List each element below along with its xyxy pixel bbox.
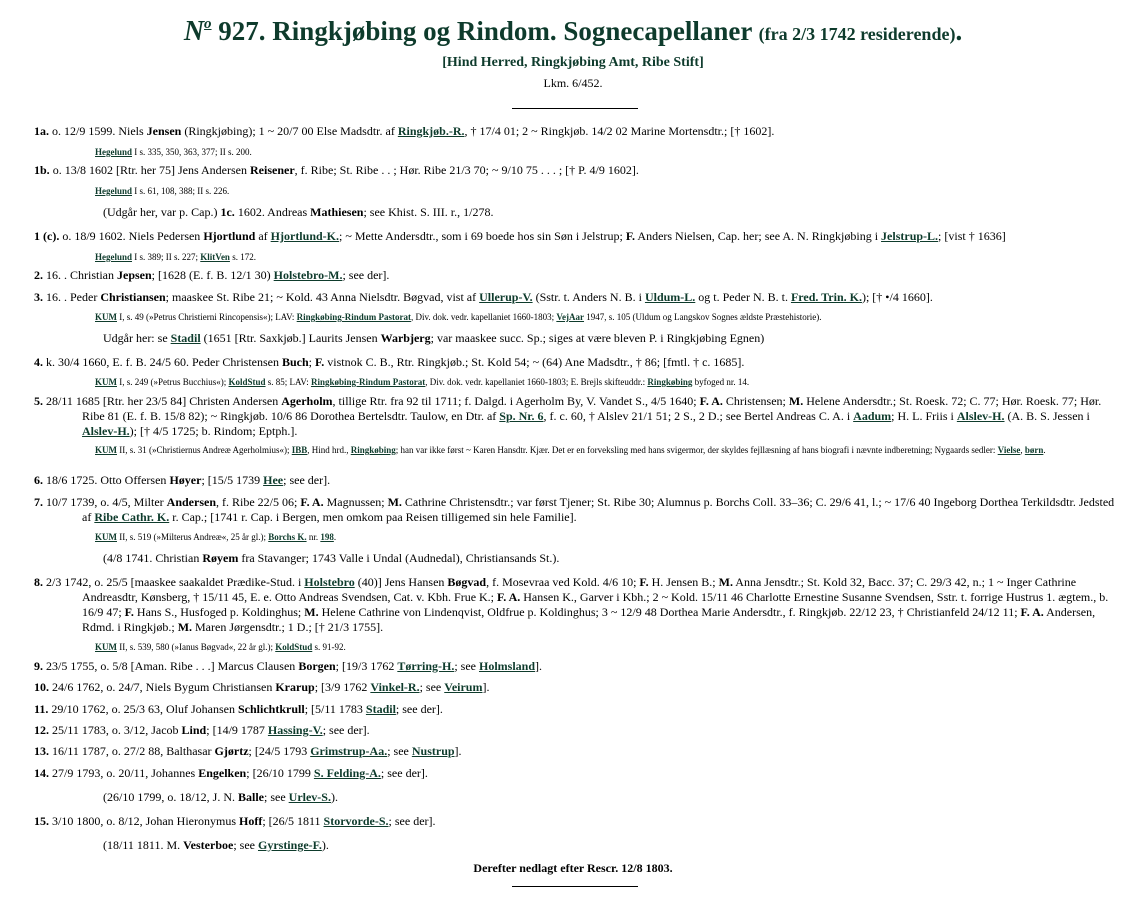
- entry-2: 2. 16. . Christian Jepsen; [1628 (E. f. B. 12/1 30) Holstebro-M.; see der].: [34, 268, 390, 282]
- entry-3: 3. 16. . Peder Christiansen; maaskee St. Ribe 21; ~ Kold. 43 Anna Nielsdtr. Bøgvad, vist af Ullerup-V. (Sstr. t. Anders N. B. i Uldum-L. og t. Peder N. B. t. Fred. Trin. K.); [† •/4 1660].: [34, 290, 933, 304]
- link-sp-nr-6[interactable]: Sp. Nr. 6: [499, 409, 544, 423]
- note-1c: (Udgår her, var p. Cap.) 1c. 1602. Andreas Mathiesen; see Khist. S. III. r., 1/278.: [103, 205, 494, 219]
- link-hee[interactable]: Hee: [263, 473, 284, 487]
- divider: [512, 108, 638, 109]
- link-s-felding-a[interactable]: S. Felding-A.: [313, 766, 381, 780]
- entry-7: 7. 10/7 1739, o. 4/5, Milter Andersen, f. Ribe 22/5 06; F. A. Magnussen; M. Cathrine Christensdtr.; var først Tjener; St. Ribe 30; Alumnus p. Borchs Coll. 33–36; C. 29/6 41, l.; ~ 17/6 40 Ingeborg Dorthea Terkildsdtr. Jedsted af Ribe Cathr. K. r. Cap.; [1741 r. Cap. i Bergen, men omkom paa Reisen tilligemed sin hele Familie].: [34, 495, 1115, 524]
- link-koldstud[interactable]: KoldStud: [275, 642, 313, 652]
- link-ringkobing[interactable]: Ringkøbing: [647, 377, 693, 387]
- link-hjortlund-k[interactable]: Hjortlund-K.: [270, 229, 339, 243]
- entry-9: 9. 23/5 1755, o. 5/8 [Aman. Ribe . . .] Marcus Clausen Borgen; [19/3 1762 Tørring-H.; see Holmsland].: [34, 659, 542, 673]
- link-jelstrup-l[interactable]: Jelstrup-L.: [881, 229, 939, 243]
- link-fred-trin-k[interactable]: Fred. Trin. K.: [790, 290, 862, 304]
- entry-1c: 1 (c). o. 18/9 1602. Niels Pedersen Hjortlund af Hjortlund-K.; ~ Mette Andersdtr., som i 69 boede hos sin Søn i Jelstrup; F. Anders Nielsen, Cap. her; see A. N. Ringkjøbing i Jelstrup-L.; [vist † 1636]: [34, 229, 1006, 243]
- link-holstebro-m[interactable]: Holstebro-M.: [273, 268, 343, 282]
- entry-13: 13. 16/11 1787, o. 27/2 88, Balthasar Gjørtz; [24/5 1793 Grimstrup-Aa.; see Nustrup].: [34, 744, 462, 758]
- entry-5: 5. 28/11 1685 [Rtr. her 23/5 84] Christen Andersen Agerholm, tillige Rtr. fra 92 til 1711; f. Dalgd. i Agerholm By, V. Vandet S., 4/5 1640; F. A. Christensen; M. Helene Andersdtr.; St. Roesk. 72; C. 77; Hør. Roesk. 77; Hør. Ribe 81 (E. f. B. 15/8 82); ~ Ringkjøb. 10/6 86 Dorothea Bertelsdtr. Taulow, en Dtr. af Sp. Nr. 6, f. c. 60, † Alslev 21/1 51; 2 S., 2 D.; see Bertel Andreas C. A. i Aadum; H. L. Friis i Alslev-H. (A. B. S. Jessen i Alslev-H.); [† 4/5 1725; b. Rindom; Eptph.].: [34, 394, 1102, 438]
- link-ibb[interactable]: IBB: [291, 445, 308, 455]
- link-hegelund[interactable]: Hegelund: [95, 186, 133, 196]
- number-sign: $N^o$: [183, 16, 212, 47]
- link-kum[interactable]: KUM: [95, 377, 117, 387]
- footer-note: Derefter nedlagt efter Rescr. 12/8 1803.: [473, 861, 673, 875]
- link-born[interactable]: børn: [1024, 445, 1044, 455]
- link-vinkel-r[interactable]: Vinkel-R.: [370, 680, 420, 694]
- link-hassing-v[interactable]: Hassing-V.: [267, 723, 323, 737]
- entry-12: 12. 25/11 1783, o. 3/12, Jacob Lind; [14/9 1787 Hassing-V.; see der].: [34, 723, 370, 737]
- link-klitven[interactable]: KlitVen: [200, 252, 230, 262]
- link-borchs-k[interactable]: Borchs K.: [268, 532, 307, 542]
- link-kum[interactable]: KUM: [95, 312, 117, 322]
- link-kum[interactable]: KUM: [95, 445, 117, 455]
- link-ringkobing[interactable]: Ringkøbing: [350, 445, 396, 455]
- entry-11: 11. 29/10 1762, o. 25/3 63, Oluf Johansen Schlichtkrull; [5/11 1783 Stadil; see der].: [34, 702, 443, 716]
- note-7: (4/8 1741. Christian Røyem fra Stavanger; 1743 Valle i Undal (Audnedal), Christiansands St.).: [103, 551, 560, 565]
- source-7: KUM II, s. 519 (»Milterus Andreæ«, 25 år gl.); Borchs K. nr. 198.: [95, 532, 337, 542]
- link-koldstud[interactable]: KoldStud: [228, 377, 266, 387]
- link-stadil[interactable]: Stadil: [365, 702, 396, 716]
- entry-4: 4. k. 30/4 1660, E. f. B. 24/5 60. Peder Christensen Buch; F. vistnok C. B., Rtr. Ringkjøb.; St. Kold 54; ~ (64) Ane Madsdtr., † 86; [fmtl. † c. 1685].: [34, 355, 745, 369]
- link-stadil[interactable]: Stadil: [170, 331, 201, 345]
- link-veirum[interactable]: Veirum: [444, 680, 483, 694]
- source-1b: Hegelund I s. 61, 108, 388; II s. 226.: [95, 186, 230, 196]
- link-torring-h[interactable]: Tørring-H.: [397, 659, 455, 673]
- page-title: $N^o$ 927. Ringkjøbing og Rindom. Sognecapellaner (fra 2/3 1742 residerende).: [183, 16, 963, 47]
- link-ullerup-v[interactable]: Ullerup-V.: [479, 290, 533, 304]
- link-vejaar[interactable]: VejAar: [556, 312, 585, 322]
- link-holstebro[interactable]: Holstebro: [304, 575, 355, 589]
- link-gyrstinge-f[interactable]: Gyrstinge-F.: [257, 838, 322, 852]
- link-hegelund[interactable]: Hegelund: [95, 147, 133, 157]
- entry-6: 6. 18/6 1725. Otto Offersen Høyer; [15/5 1739 Hee; see der].: [34, 473, 331, 487]
- note-15: (18/11 1811. M. Vesterboe; see Gyrstinge-F.).: [103, 838, 329, 852]
- entry-1b: 1b. o. 13/8 1602 [Rtr. her 75] Jens Andersen Reisener, f. Ribe; St. Ribe . . ; Hør. Ribe 21/3 70; ~ 9/10 75 . . . ; [† P. 4/9 1602].: [34, 163, 639, 177]
- link-kum[interactable]: KUM: [95, 532, 117, 542]
- note-14: (26/10 1799, o. 18/12, J. N. Balle; see Urlev-S.).: [103, 790, 338, 804]
- source-1a: Hegelund I s. 335, 350, 363, 377; II s. 200.: [95, 147, 252, 157]
- entry-8: 8. 2/3 1742, o. 25/5 [maaskee saakaldet Prædike-Stud. i Holstebro (40)] Jens Hansen Bøgvad, f. Mosevraa ved Kold. 4/6 10; F. H. Jensen B.; M. Anna Jensdtr.; St. Kold 32, Bacc. 37; C. 29/3 42, n.; 1 ~ Inger Cathrine Andreasdtr, Kønsberg, † 15/11 45, E. e. Otto Andreas Svendsen, Cat. v. Kbh. Frue K.; F. A. Hansen K., Garver i Kbh.; 2 ~ Kold. 15/11 46 Charlotte Ernestine Susanne Svendsen, Sstr. t. forrige Hustrus 1. ægtem., b. 16/9 47; F. Hans S., Husfoged p. Koldinghus; M. Helene Cathrine von Lindenqvist, Oldfrue p. Koldinghus; 3 ~ 12/9 48 Dorthea Marie Andersdtr., f. Ringkjøb. 22/12 23, † Christianfeld 24/12 11; F. A. Andersen, Rdmd. i Ringkjøb.; M. Maren Jørgensdtr.; 1 D.; [† 21/3 1755].: [34, 575, 1109, 634]
- link-hegelund[interactable]: Hegelund: [95, 252, 133, 262]
- link-storvorde-s[interactable]: Storvorde-S.: [323, 814, 389, 828]
- link-uldum-l[interactable]: Uldum-L.: [644, 290, 696, 304]
- source-5: KUM II, s. 31 (»Christiernus Andreæ Agerholmius«); IBB, Hind hrd., Ringkøbing; han var ikke først ~ Karen Hansdtr. Kjær. Det er en forveksling med hans svigermor, der skyldes fejllæsning af hans biografi i nævnte indberetning; Nygaards sedler: Vielse, børn.: [95, 445, 1046, 455]
- location-header: [Hind Herred, Ringkjøbing Amt, Ribe Stift]: [442, 55, 704, 70]
- link-ringkjob-r[interactable]: Ringkjøb.-R.: [397, 124, 465, 138]
- link-holmsland[interactable]: Holmsland: [478, 659, 535, 673]
- link-alslev-h[interactable]: Alslev-H.: [956, 409, 1005, 423]
- source-4: KUM I, s. 249 (»Petrus Bucchius«); KoldStud s. 85; LAV: Ringkøbing-Rindum Pastorat, Div. dok. vedr. kapellaniet 1660-1803; E. Brejls skifteuddr.: Ringkøbing byfoged nr. 14.: [95, 377, 750, 387]
- link-alslev-h[interactable]: Alslev-H.: [82, 424, 130, 438]
- lkm-ref: Lkm. 6/452.: [543, 76, 603, 90]
- entry-15: 15. 3/10 1800, o. 8/12, Johan Hieronymus Hoff; [26/5 1811 Storvorde-S.; see der].: [34, 814, 436, 828]
- entry-1a: 1a. o. 12/9 1599. Niels Jensen (Ringkjøbing); 1 ~ 20/7 00 Else Madsdtr. af Ringkjøb.-R., † 17/4 01; 2 ~ Ringkjøb. 14/2 02 Marine Mortensdtr.; [† 1602].: [34, 124, 775, 138]
- source-8: KUM II, s. 539, 580 (»Ianus Bøgvad«, 22 år gl.); KoldStud s. 91-92.: [95, 642, 346, 652]
- link-aadum[interactable]: Aadum: [853, 409, 892, 423]
- link-rr-pastorat[interactable]: Ringkøbing-Rindum Pastorat: [296, 312, 411, 322]
- link-nustrup[interactable]: Nustrup: [411, 744, 455, 758]
- link-grimstrup-aa[interactable]: Grimstrup-Aa.: [310, 744, 388, 758]
- entry-14: 14. 27/9 1793, o. 20/11, Johannes Engelken; [26/10 1799 S. Felding-A.; see der].: [34, 766, 428, 780]
- link-borchs-198[interactable]: 198: [320, 532, 334, 542]
- link-rr-pastorat[interactable]: Ringkøbing-Rindum Pastorat: [310, 377, 426, 387]
- entry-10: 10. 24/6 1762, o. 24/7, Niels Bygum Christiansen Krarup; [3/9 1762 Vinkel-R.; see Veirum].: [34, 680, 490, 694]
- link-urlev-s[interactable]: Urlev-S.: [288, 790, 331, 804]
- link-ribe-cathr-k[interactable]: Ribe Cathr. K.: [94, 510, 170, 524]
- source-1c: Hegelund I s. 389; II s. 227; KlitVen s. 172.: [95, 252, 256, 262]
- source-3: KUM I, s. 49 (»Petrus Christierni Rincopensis«); LAV: Ringkøbing-Rindum Pastorat, Div. dok. vedr. kapellaniet 1660-1803; VejAar 1947, s. 105 (Uldum og Langskov Sognes ældste Præstehistorie).: [95, 312, 822, 322]
- note-3: Udgår her: se Stadil (1651 [Rtr. Saxkjøb.] Laurits Jensen Warbjerg; var maaskee succ. Sp.; siges at være bleven P. i Ringkjøbing Egnen): [103, 331, 765, 345]
- divider: [512, 886, 638, 887]
- link-kum[interactable]: KUM: [95, 642, 117, 652]
- link-vielse[interactable]: Vielse: [997, 445, 1021, 455]
